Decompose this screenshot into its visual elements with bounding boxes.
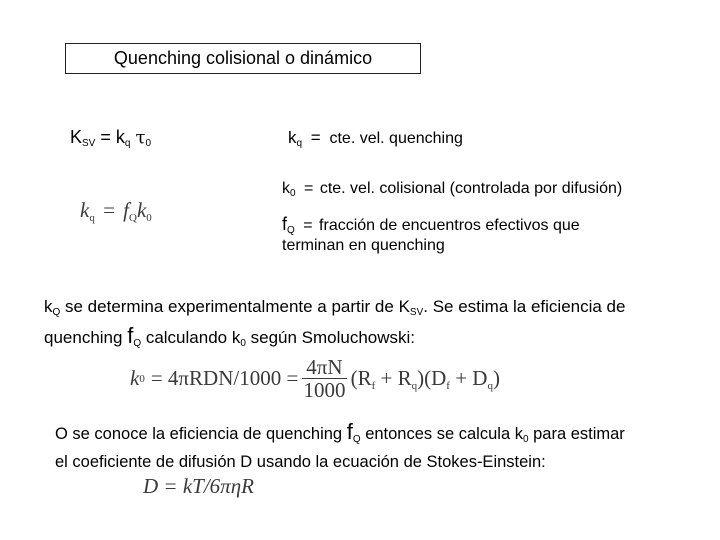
para2-f: f xyxy=(346,419,353,444)
tau-symbol: τ xyxy=(135,127,146,148)
kq-symbol: k xyxy=(115,127,125,147)
def-fq-subscript: Q xyxy=(287,225,295,236)
title-box xyxy=(65,43,421,74)
para2-k0-sub: 0 xyxy=(522,434,529,445)
para1-f: f xyxy=(127,323,134,348)
ksv-subscript: SV xyxy=(82,138,96,149)
def-fq-symbol: f xyxy=(282,214,288,234)
smol-k0: k xyxy=(130,366,140,390)
equals-sign: = xyxy=(100,127,111,147)
def-kq xyxy=(288,128,463,149)
kq-subscript: q xyxy=(124,138,131,149)
para1-f-sub: Q xyxy=(133,338,142,349)
def-kq-equals: = xyxy=(310,128,321,147)
def-fq-continuation xyxy=(282,237,445,255)
def-kq-text: cte. vel. quenching xyxy=(329,130,463,147)
stokes-einstein-text: D = kT/6πηR xyxy=(143,474,254,498)
ksv-symbol: K xyxy=(70,127,83,147)
para1-text3: quenching xyxy=(44,328,128,347)
para2-text3: para estimar xyxy=(528,425,625,443)
smol-denominator: 1000 xyxy=(303,378,346,402)
def-k0-equals: = xyxy=(304,180,314,197)
smol-radii-diffusion: $(R_f + R_q)(D_f + D_q)$ xyxy=(350,365,500,392)
para1-text1: se determina experimentalmente a partir de K xyxy=(60,297,410,316)
para2-text2: entonces se calcula k xyxy=(360,425,523,443)
formula-kq-k0: k xyxy=(136,198,147,222)
paragraph-smoluchowski xyxy=(44,295,684,355)
formula-kq-k: k xyxy=(80,198,90,222)
formula-stokes-einstein xyxy=(143,474,254,499)
smol-fraction xyxy=(302,356,346,401)
formula-kq-f-sub: Q xyxy=(129,212,137,224)
def-k0-subscript: 0 xyxy=(290,188,296,199)
para2-line2: el coeficiente de difusión D usando la ecuación de Stokes-Einstein: xyxy=(55,453,546,471)
para1-ksv-sub: SV xyxy=(409,307,424,318)
paragraph-stokes-einstein xyxy=(55,420,695,474)
smol-k0-sub: 0 xyxy=(139,372,145,385)
formula-kq-k0-sub: 0 xyxy=(146,212,152,224)
smol-numerator: 4πN xyxy=(302,356,346,379)
formula-kq-equals: = xyxy=(103,198,115,222)
para1-kq-sub: Q xyxy=(52,307,61,318)
def-fq-line1: fracción de encuentros efectivos que xyxy=(319,217,580,234)
para1-k0-sub: 0 xyxy=(240,338,246,349)
def-kq-symbol: k xyxy=(288,128,297,147)
para1-text4: calculando k xyxy=(141,328,241,347)
para1-text2: . Se estima la eficiencia de xyxy=(423,297,626,316)
smol-middle: = 4πRDN/1000 = xyxy=(150,366,299,390)
formula-kq xyxy=(80,198,152,224)
def-k0-text: cte. vel. colisional (controlada por difusión) xyxy=(319,180,623,197)
def-k0 xyxy=(282,180,622,199)
def-fq-line2: terminan en quenching xyxy=(282,237,445,254)
tau-subscript: 0 xyxy=(145,138,152,149)
slide-title: Quenching colisional o dinámico xyxy=(113,48,373,68)
para2-text1: O se conoce la eficiencia de quenching xyxy=(55,425,347,443)
def-k0-symbol: k xyxy=(282,180,290,197)
formula-smoluchowski xyxy=(130,356,500,401)
para2-f-sub: Q xyxy=(352,434,361,445)
para1-kq: k xyxy=(44,297,53,316)
formula-kq-k-sub: q xyxy=(89,212,95,224)
formula-kq-f: f xyxy=(123,198,130,222)
def-kq-subscript: q xyxy=(296,138,303,149)
def-fq xyxy=(282,214,580,236)
def-fq-equals: = xyxy=(303,217,313,234)
ksv-equation xyxy=(70,127,151,149)
para1-text5: según Smoluchowski: xyxy=(245,328,416,347)
